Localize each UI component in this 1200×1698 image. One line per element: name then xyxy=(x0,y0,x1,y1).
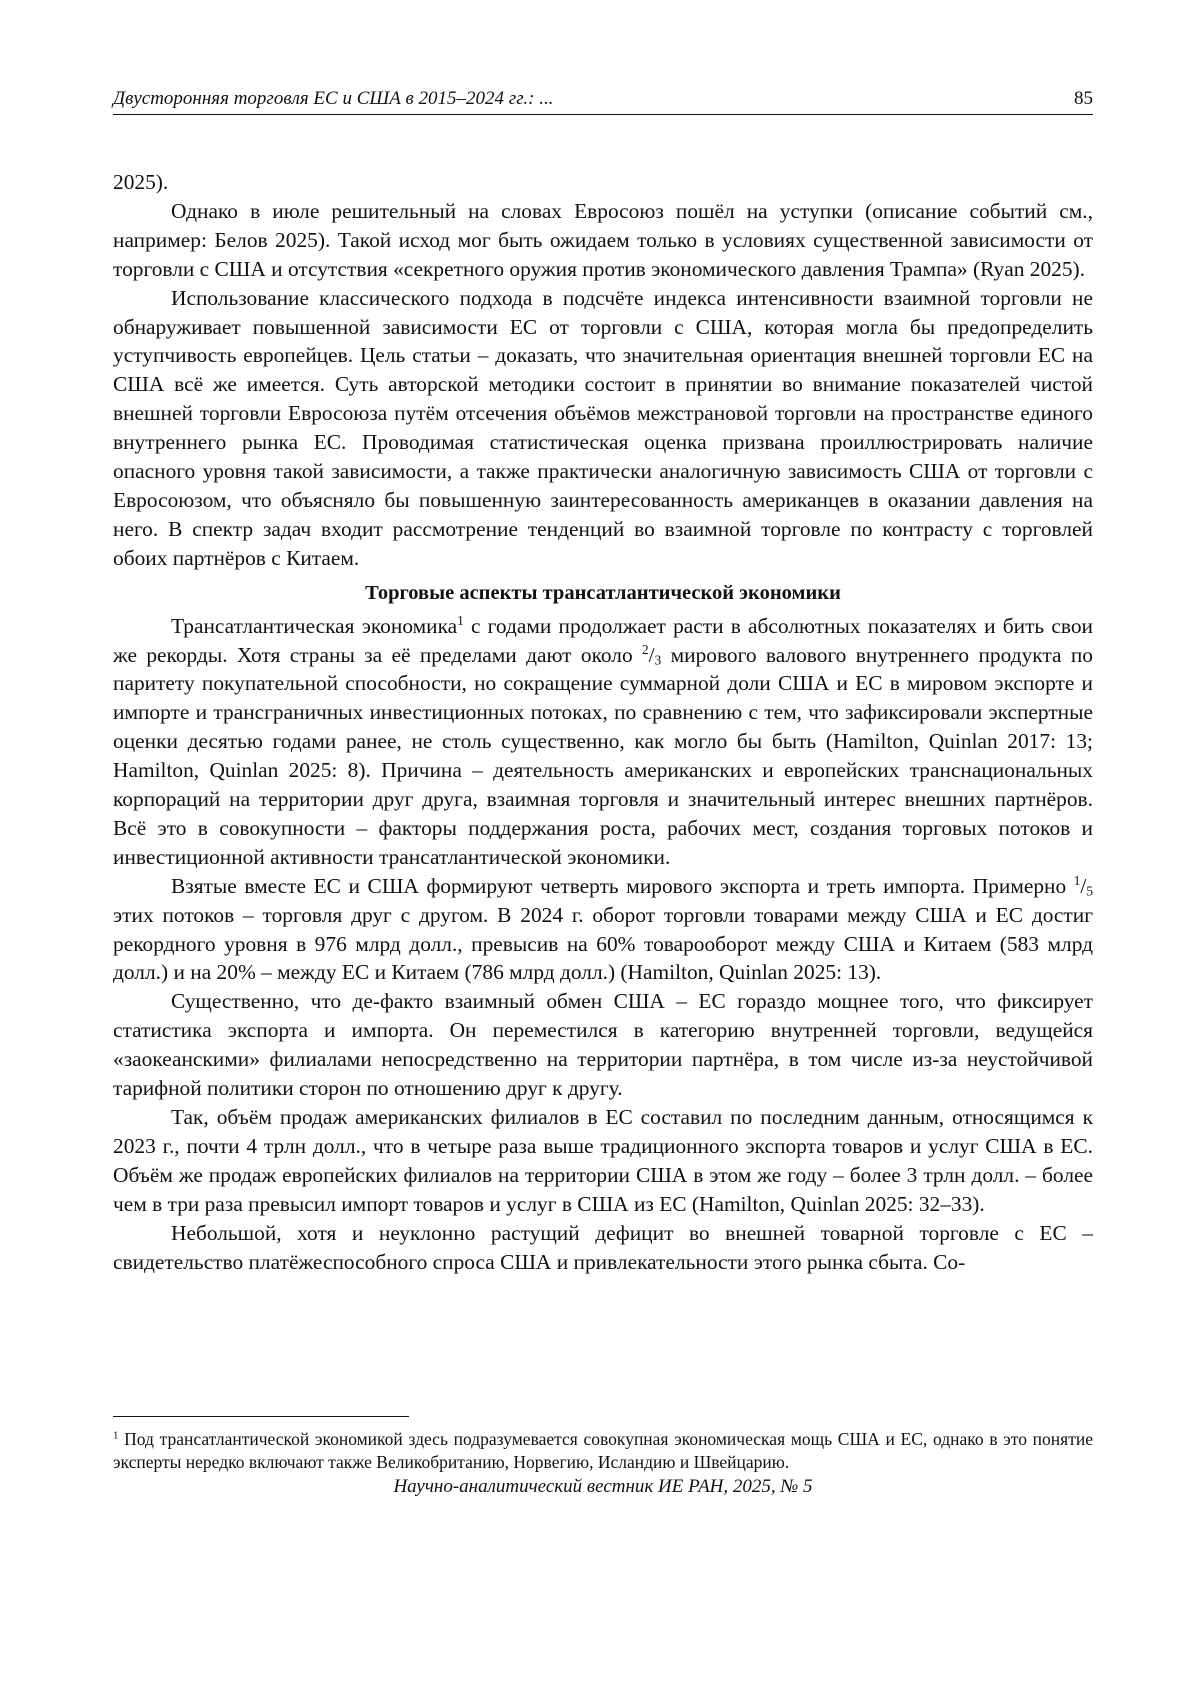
paragraph: Существенно, что де-факто взаимный обмен США – ЕС гораздо мощнее того, что фиксирует статистика экспорта и импорта. Он переместился в категорию внутренней торговли, ведущейся «заокеанскими» филиалами непосредственно на территории партнёра, в том числе из-за неустойчивой тарифной политики сторон по отношению друг к другу. xyxy=(113,989,1093,1101)
fraction-denominator: 5 xyxy=(1086,883,1093,899)
paragraph-text: с годами продолжает расти в абсолютных показателях и бить свои же рекорды. Хотя страны за её пределами дают около xyxy=(113,613,1093,667)
footnote-ref: 1 xyxy=(457,612,464,628)
footnote-divider xyxy=(113,1416,409,1417)
running-title: Двусторонняя торговля ЕС и США в 2015–2024 гг.: ... xyxy=(113,88,554,109)
footnote-paragraph xyxy=(113,1428,1093,1474)
fraction-numerator: 2 xyxy=(642,641,649,657)
paragraph: Однако в июле решительный на словах Евросоюз пошёл на уступки (описание событий см., например: Белов 2025). Такой исход мог быть ожидаем только в условиях существенной зависимости от торговли с США и отсутствия «секретного оружия против экономического давления Трампа» (Ryan 2025). xyxy=(113,198,1093,281)
running-header xyxy=(113,84,1093,115)
footnote-number: 1 xyxy=(113,1429,119,1442)
paragraph-text: мирового валового внутреннего продукта по паритету покупательной способности, но сокращение суммарной доли США и ЕС в мировом экспорте и импорте и трансграничных инвестиционных потоках, по сравнению с тем, что зафиксировали экспертные оценки десятью годами ранее, не столь существенно, как могло бы быть (Hamilton, Quinlan 2017: 13; Hamilton, Quinlan 2025: 8). Причина – деятельность американских и европейских транснациональных корпораций на территории друг друга, взаимная торговля и значительный интерес внешних партнёров. Всё это в совокупности – факторы поддержания роста, рабочих мест, создания торговых потоков и инвестиционной активности трансатлантической экономики. xyxy=(113,642,1093,869)
paragraph-text: Взятые вместе ЕС и США формируют четверть мирового экспорта и треть импорта. Примерно xyxy=(171,873,1074,898)
paragraph-text: этих потоков – торговля друг с другом. В 2024 г. оборот торговли товарами между США и ЕС достиг рекордного уровня в 976 млрд долл., превысив на 60% товарооборот между США и Китаем (583 млрд долл.) и на 20% – между ЕС и Китаем (786 млрд долл.) (Hamilton, Quinlan 2025: 13). xyxy=(113,902,1093,985)
journal-footer: Научно-аналитический вестник ИЕ РАН, 2025, № 5 xyxy=(393,1476,813,1497)
paragraph: Трансатлантическая экономика$^1$ с годами продолжает расти в абсолютных показателях и бить свои же рекорды. Хотя страны за её пределами дают около $^2/_3$ мирового валового внутреннего продукта по паритету покупательной способности, но сокращение суммарной доли США и ЕС в мировом экспорте и импорте и трансграничных инвестиционных потоках, по сравнению с тем, что зафиксировали экспертные оценки десятью годами ранее, не столь существенно, как могло бы быть (Hamilton, Quinlan 2017: 13; Hamilton, Quinlan 2025: 8). Причина – деятельность американских и европейских транснациональных корпораций на территории друг друга, взаимная торговля и значительный интерес внешних партнёров. Всё это в совокупности – факторы поддержания роста, рабочих мест, создания торговых потоков и инвестиционной активности трансатлантической экономики. xyxy=(113,612,1093,869)
page-number: 85 xyxy=(1074,88,1093,109)
footnote xyxy=(113,1428,1093,1474)
paragraph-continuation: 2025). xyxy=(113,170,169,194)
paragraph: Использование классического подхода в подсчёте индекса интенсивности взаимной торговли не обнаруживает повышенной зависимости ЕС от торговли с США, которая могла бы предопределить уступчивость европейцев. Цель статьи – доказать, что значительная ориентация внешней торговли ЕС на США всё же имеется. Суть авторской методики состоит в принятии во внимание показателей чистой внешней торговли Евросоюза путём отсечения объёмов межстрановой торговли на пространстве единого внутреннего рынка ЕС. Проводимая статистическая оценка призвана проиллюстрировать наличие опасного уровня такой зависимости, а также практически аналогичную зависимость США от торговли с Евросоюзом, что объясняло бы повышенную заинтересованность американцев в оказании давления на него. В спектр задач входит рассмотрение тенденций во взаимной торговле по контрасту с торговлей обоих партнёров с Китаем. xyxy=(113,285,1093,570)
paragraph: Так, объём продаж американских филиалов в ЕС составил по последним данным, относящимся к 2023 г., почти 4 трлн долл., что в четыре раза выше традиционного экспорта товаров и услуг США в ЕС. Объём же продаж европейских филиалов на территории США в этом же году – более 3 трлн долл. – более чем в три раза превысил импорт товаров и услуг в США из ЕС (Hamilton, Quinlan 2025: 32–33). xyxy=(113,1105,1093,1216)
fraction-numerator: 1 xyxy=(1073,872,1081,888)
paragraph: Небольшой, хотя и неуклонно растущий дефицит во внешней товарной торговле с ЕС – свидетельство платёжеспособного спроса США и привлекательности этого рынка сбыта. Со- xyxy=(113,1220,1093,1274)
paragraph: Взятые вместе ЕС и США формируют четверть мирового экспорта и треть импорта. Примерно $^1/_5$ этих потоков – торговля друг с другом. В 2024 г. оборот торговли товарами между США и ЕС достиг рекордного уровня в 976 млрд долл., превысив на 60% товарооборот между США и Китаем (583 млрд долл.) и на 20% – между ЕС и Китаем (786 млрд долл.) (Hamilton, Quinlan 2025: 13). xyxy=(113,872,1093,985)
section-heading: Торговые аспекты трансатлантической экономики xyxy=(365,581,841,604)
article-body xyxy=(113,168,1093,1276)
fraction-denominator: 3 xyxy=(654,652,662,668)
footnote-text: Под трансатлантической экономикой здесь подразумевается совокупная экономическая мощь США и ЕС, однако в это понятие эксперты нередко включают также Великобританию, Норвегию, Исландию и Швейцарию. xyxy=(113,1429,1093,1472)
paragraph-text: Трансатлантическая экономика xyxy=(171,613,458,638)
